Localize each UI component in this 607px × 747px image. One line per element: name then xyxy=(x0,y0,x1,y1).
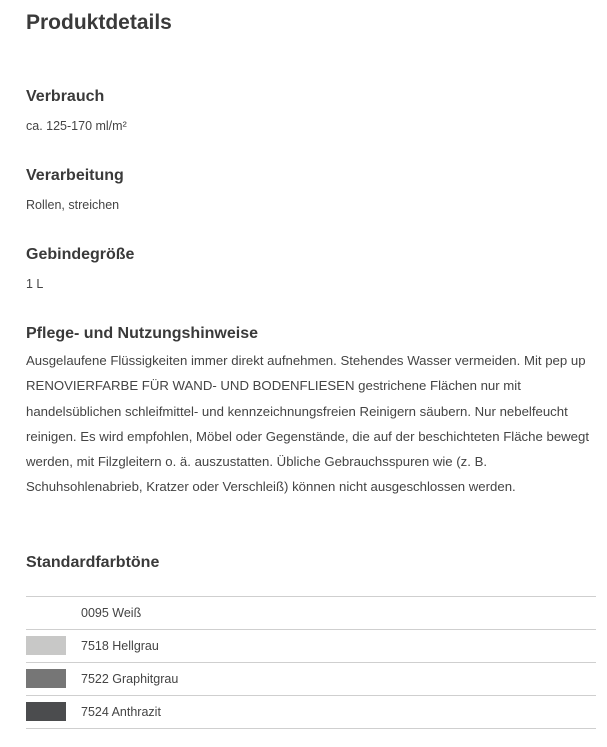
page-title: Produktdetails xyxy=(26,11,172,34)
color-row xyxy=(26,662,596,695)
color-label: 7518 Hellgrau xyxy=(81,639,159,653)
section-standardfarbtoene xyxy=(26,553,596,573)
color-row xyxy=(26,695,596,729)
color-row xyxy=(26,629,596,662)
color-swatch xyxy=(26,636,66,655)
color-swatch xyxy=(26,669,66,688)
section-heading-gebindegroesse: Gebindegröße xyxy=(26,246,135,263)
section-verbrauch xyxy=(26,87,596,136)
gebindegroesse-value: 1 L xyxy=(26,277,44,291)
section-verarbeitung xyxy=(26,166,596,215)
color-label: 7524 Anthrazit xyxy=(81,705,161,719)
color-label: 7522 Graphitgrau xyxy=(81,672,179,686)
color-swatch xyxy=(26,603,66,622)
pflege-text: Ausgelaufene Flüssigkeiten immer direkt aufnehmen. Stehendes Wasser vermeiden. Mit pep up RENOVIERFARBE FÜR WAND- UND BODENFLIESEN gestrichene Flächen nur mit handelsüblichen schleifmittel- und kennzeichnungsfreien Reinigern säubern. Nur nebelfeucht reinigen. Es wird empfohlen, Möbel oder Gegenstände, die auf der beschichteten Fläche bewegt werden, mit Filzgleitern o. ä. auszustatten. Übliche Gebrauchsspuren wie (z. B. Schuhsohlenabrieb, Kratzer oder Verschleiß) können nicht ausgeschlossen werden. xyxy=(26,353,590,495)
verbrauch-value: ca. 125-170 ml/m² xyxy=(26,119,127,133)
color-row xyxy=(26,596,596,629)
color-swatch xyxy=(26,702,66,721)
section-heading-pflege: Pflege- und Nutzungshinweise xyxy=(26,325,259,342)
section-heading-standardfarbtoene: Standardfarbtöne xyxy=(26,554,160,571)
section-heading-verbrauch: Verbrauch xyxy=(26,88,105,105)
color-swatch-table xyxy=(26,596,596,729)
section-gebindegroesse xyxy=(26,245,596,294)
verarbeitung-value: Rollen, streichen xyxy=(26,198,120,212)
color-label: 0095 Weiß xyxy=(81,606,142,620)
section-pflege xyxy=(26,324,596,500)
section-heading-verarbeitung: Verarbeitung xyxy=(26,167,124,184)
